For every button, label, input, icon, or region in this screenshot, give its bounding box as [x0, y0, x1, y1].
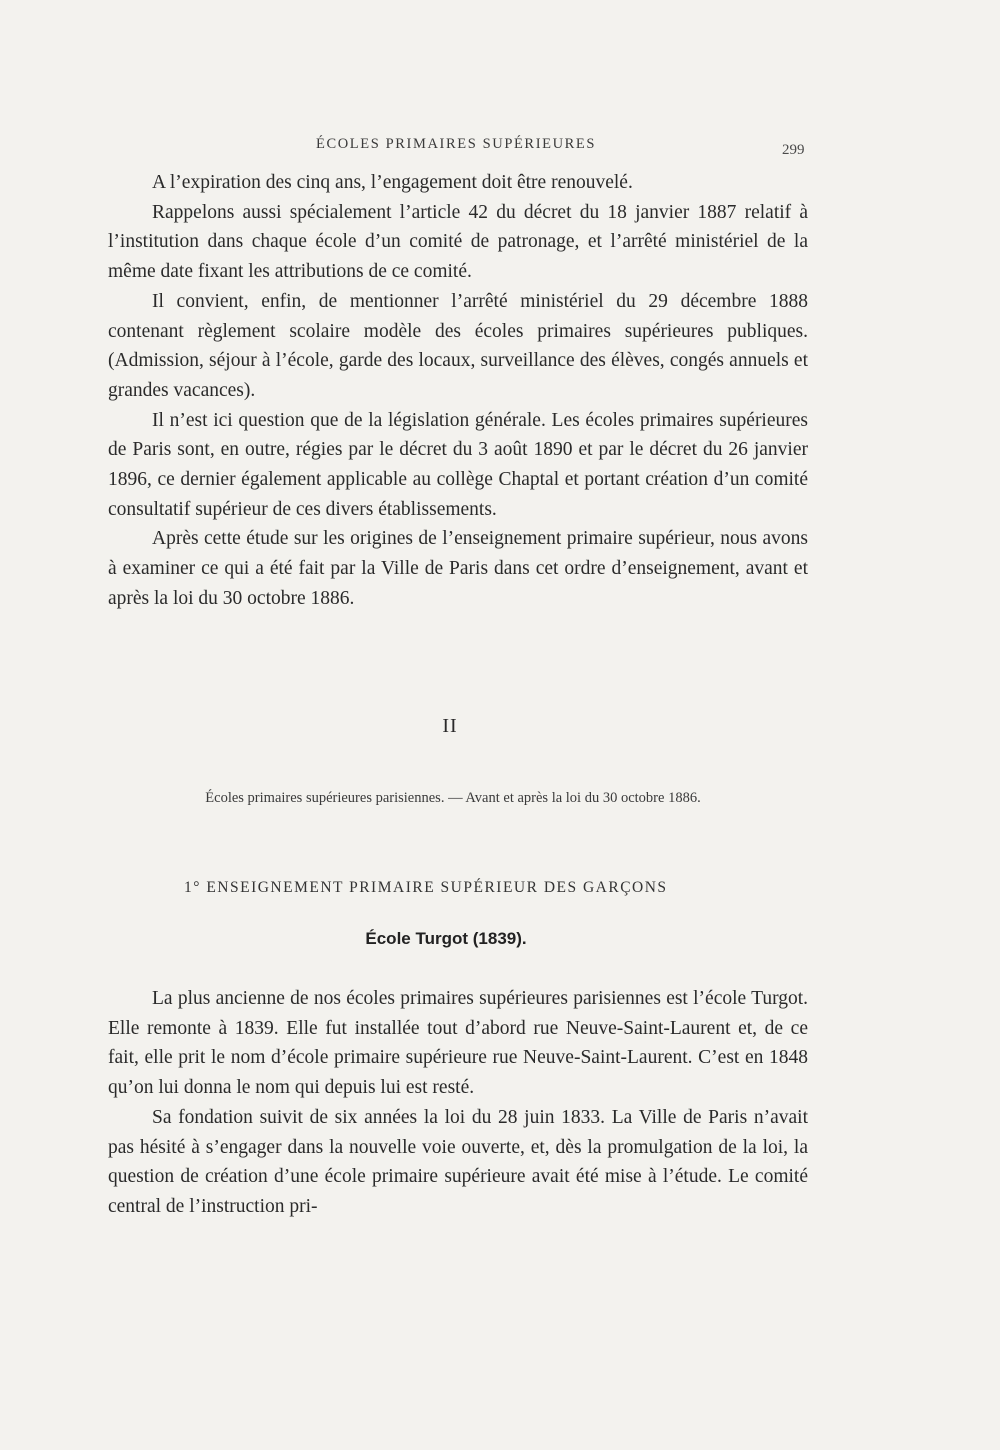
section-subheading: École Turgot (1839).	[365, 929, 527, 948]
paragraph: Rappelons aussi spécialement l’article 42 du décret du 18 janvier 1887 relatif à l’institution dans chaque école d’un comité de patronage, et l’arrêté ministériel de la même date fixant les attributions de ce comité.	[108, 201, 808, 283]
section-numeral: II	[442, 715, 458, 737]
paragraph: Il convient, enfin, de mentionner l’arrêté ministériel du 29 décembre 1888 contenant règlement scolaire modèle des écoles primaires supérieures publiques. (Admission, séjour à l’école, garde des locaux, surveillance des élèves, congés annuels et grandes vacances).	[108, 290, 808, 401]
paragraph: Après cette étude sur les origines de l’enseignement primaire supérieur, nous avons à examiner ce qui a été fait par la Ville de Paris dans cet ordre d’enseignement, avant et après la loi du 30 octobre 1886.	[108, 528, 808, 609]
running-title: ÉCOLES PRIMAIRES SUPÉRIEURES	[316, 136, 597, 152]
section-heading: 1° ENSEIGNEMENT PRIMAIRE SUPÉRIEUR DES GARÇONS	[184, 879, 668, 896]
body-text-top	[108, 168, 808, 614]
page-number: 299	[782, 142, 805, 158]
body-text-bottom	[108, 984, 808, 1222]
paragraph: La plus ancienne de nos écoles primaires supérieures parisiennes est l’école Turgot. Elle remonte à 1839. Elle fut installée tout d’abord rue Neuve-Saint-Laurent et, de ce fait, elle prit le nom d’école primaire supérieure rue Neuve-Saint-Laurent. C’est en 1848 qu’on lui donna le nom qui depuis lui est resté.	[108, 988, 808, 1099]
paragraph: Il n’est ici question que de la législation générale. Les écoles primaires supérieures de Paris sont, en outre, régies par le décret du 3 août 1890 et par le décret du 26 janvier 1896, ce dernier également applicable au collège Chaptal et portant création d’un comité consultatif supérieur de ces divers établissements.	[108, 409, 808, 520]
paragraph: Sa fondation suivit de six années la loi du 28 juin 1833. La Ville de Paris n’avait pas hésité à s’engager dans la nouvelle voie ouverte, et, dès la promulgation de la loi, la question de création d’une école primaire supérieure avait été mise à l’étude. Le comité central de l’instruction pri-	[108, 1106, 808, 1217]
paragraph: A l’expiration des cinq ans, l’engagement doit être renouvelé.	[152, 172, 633, 193]
section-subtitle: Écoles primaires supérieures parisiennes. — Avant et après la loi du 30 octobre 1886.	[205, 790, 701, 806]
running-header	[0, 136, 1000, 160]
